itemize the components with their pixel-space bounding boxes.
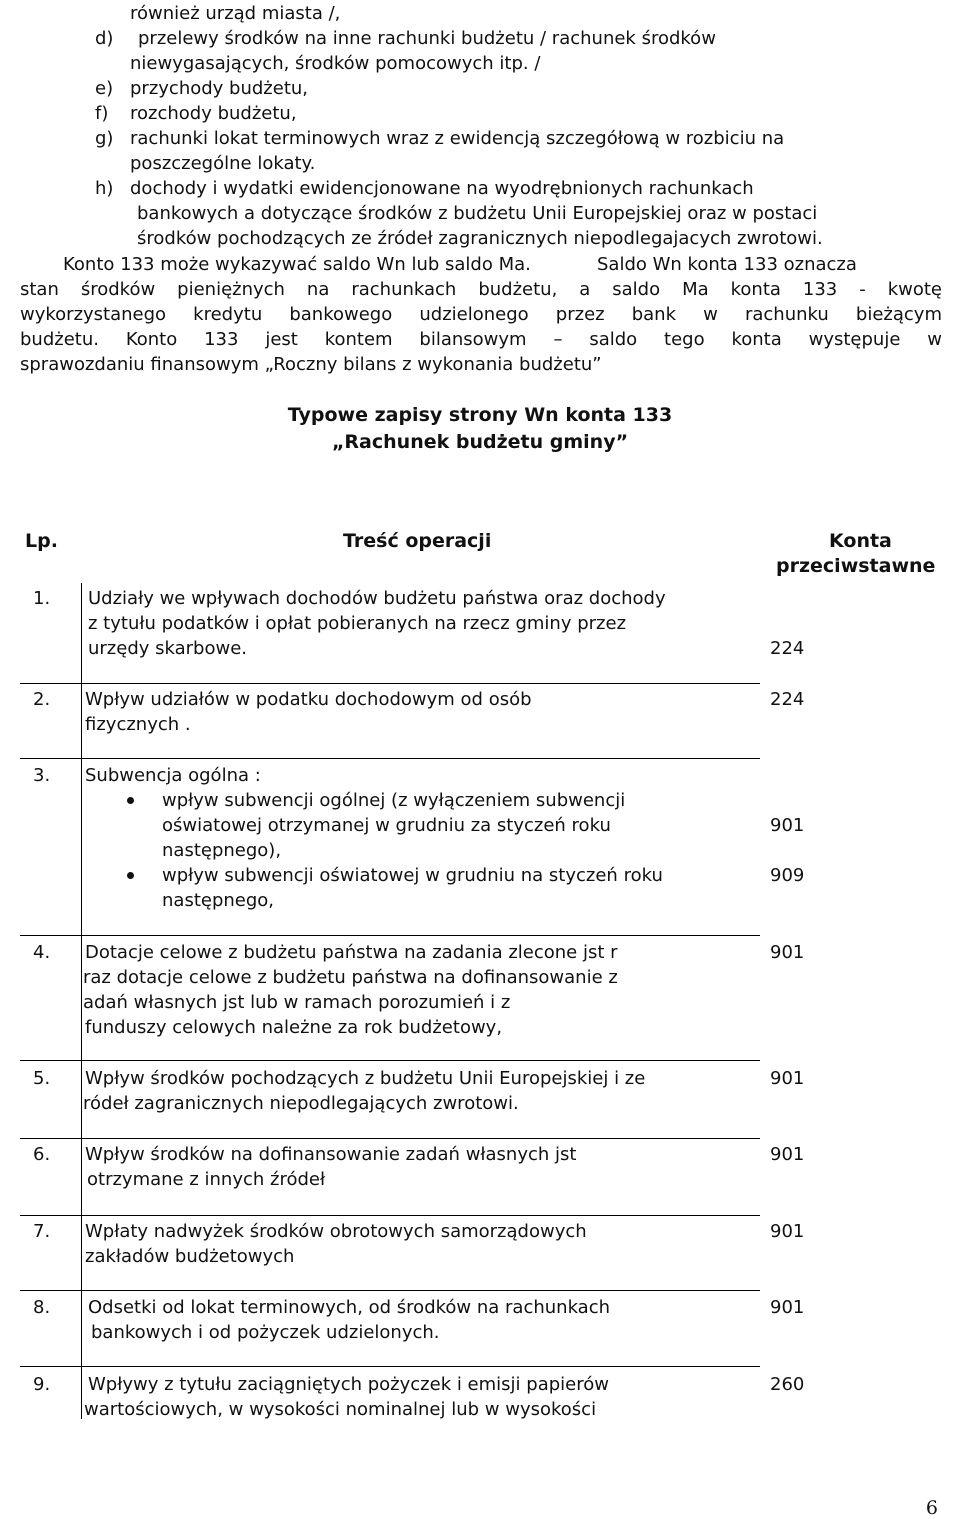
paragraph-line1b: Saldo Wn konta 133 oznacza <box>597 254 857 275</box>
row-8-text: bankowych i od pożyczek udzielonych. <box>91 1322 440 1343</box>
paragraph-line2: stan środków pieniężnych na rachunkach budżetu, a saldo Ma konta 133 - kwotę <box>20 279 942 300</box>
header-przeciwstawne: przeciwstawne <box>776 555 936 577</box>
row-3-lp: 3. <box>33 765 51 786</box>
row-2-konta: 224 <box>770 689 805 710</box>
row-divider <box>20 1060 760 1061</box>
row-3-bullet-2-text: następnego, <box>162 890 275 911</box>
row-4-text: Dotacje celowe z budżetu państwa na zadania zlecone jst r <box>85 942 618 963</box>
row-2-lp: 2. <box>33 689 51 710</box>
row-3-bullet-2-text: wpływ subwencji oświatowej w grudniu na styczeń roku <box>162 865 663 886</box>
row-3-bullet-2-konta: 909 <box>770 865 805 886</box>
row-2-text: Wpływ udziałów w podatku dochodowym od osób <box>85 689 532 710</box>
paragraph-line3: wykorzystanego kredytu bankowego udzielonego przez bank w rachunku bieżącym <box>20 304 942 325</box>
row-7-text: Wpłaty nadwyżek środków obrotowych samorządowych <box>85 1221 587 1242</box>
row-6-text: Wpływ środków na dofinansowanie zadań własnych jst <box>85 1144 577 1165</box>
list-item-h-line1: dochody i wydatki ewidencjonowane na wyodrębnionych rachunkach <box>130 178 754 199</box>
list-label-d: d) <box>95 28 114 49</box>
row-1-konta: 224 <box>770 638 805 659</box>
row-divider <box>20 683 760 684</box>
paragraph-line1: Konto 133 może wykazywać saldo Wn lub saldo Ma. <box>63 254 531 275</box>
list-item-d-line2: niewygasających, środków pomocowych itp. / <box>130 53 541 74</box>
row-divider <box>20 1138 760 1139</box>
row-4-konta: 901 <box>770 942 805 963</box>
row-7-lp: 7. <box>33 1221 51 1242</box>
list-item-f: rozchody budżetu, <box>130 103 297 124</box>
row-divider <box>20 758 760 759</box>
row-9-konta: 260 <box>770 1374 805 1395</box>
row-4-text: adań własnych jst lub w ramach porozumień i z <box>83 992 511 1013</box>
row-1-lp: 1. <box>33 588 51 609</box>
bullet-icon <box>127 797 134 804</box>
row-2-text: fizycznych . <box>85 714 191 735</box>
row-5-konta: 901 <box>770 1068 805 1089</box>
list-continuation: również urząd miasta /, <box>130 3 341 24</box>
row-4-text: raz dotacje celowe z budżetu państwa na dofinansowanie z <box>83 967 618 988</box>
table-column-divider <box>81 583 82 1419</box>
row-4-text: funduszy celowych należne za rok budżetowy, <box>85 1017 503 1038</box>
list-item-g-line2: poszczególne lokaty. <box>130 153 316 174</box>
bullet-icon <box>127 872 134 879</box>
row-3-bullet-1-text: następnego), <box>162 840 282 861</box>
list-item-e: przychody budżetu, <box>130 78 309 99</box>
row-6-lp: 6. <box>33 1144 51 1165</box>
list-label-e: e) <box>95 78 114 99</box>
section-heading-line2: „Rachunek budżetu gminy” <box>331 431 629 453</box>
list-label-f: f) <box>95 103 109 124</box>
row-6-konta: 901 <box>770 1144 805 1165</box>
row-9-text: Wpływy z tytułu zaciągniętych pożyczek i emisji papierów <box>88 1374 609 1395</box>
list-item-g-line1: rachunki lokat terminowych wraz z ewidencją szczegółową w rozbiciu na <box>130 128 785 149</box>
page-number: 6 <box>925 1497 938 1519</box>
row-5-lp: 5. <box>33 1068 51 1089</box>
row-8-text: Odsetki od lokat terminowych, od środków na rachunkach <box>88 1297 611 1318</box>
paragraph-line4: budżetu. Konto 133 jest kontem bilansowym – saldo tego konta występuje w <box>20 329 942 350</box>
row-9-lp: 9. <box>33 1374 51 1395</box>
list-label-h: h) <box>95 178 114 199</box>
section-heading-line1: Typowe zapisy strony Wn konta 133 <box>287 404 673 426</box>
list-label-g: g) <box>95 128 114 149</box>
row-7-text: zakładów budżetowych <box>85 1246 295 1267</box>
row-8-lp: 8. <box>33 1297 51 1318</box>
row-3-bullet-1-text: wpływ subwencji ogólnej (z wyłączeniem subwencji <box>162 790 626 811</box>
row-5-text: Wpływ środków pochodzących z budżetu Unii Europejskiej i ze <box>85 1068 646 1089</box>
list-item-h-line2: bankowych a dotyczące środków z budżetu Unii Europejskiej oraz w postaci <box>137 203 818 224</box>
row-3-bullet-1-text: oświatowej otrzymanej w grudniu za styczeń roku <box>162 815 611 836</box>
row-8-konta: 901 <box>770 1297 805 1318</box>
row-divider <box>20 1290 760 1291</box>
header-konta: Konta <box>829 530 892 552</box>
row-3-text: Subwencja ogólna : <box>85 765 261 786</box>
header-lp: Lp. <box>25 530 58 552</box>
row-3-bullet-1-konta: 901 <box>770 815 805 836</box>
row-7-konta: 901 <box>770 1221 805 1242</box>
row-9-text: wartościowych, w wysokości nominalnej lub w wysokości <box>84 1399 597 1420</box>
row-divider <box>20 1366 760 1367</box>
list-item-h-line3: środków pochodzących ze źródeł zagranicznych niepodlegajacych zwrotowi. <box>137 228 823 249</box>
header-tresc-operacji: Treść operacji <box>343 530 492 552</box>
row-4-lp: 4. <box>33 942 51 963</box>
paragraph-line5: sprawozdaniu finansowym „Roczny bilans z wykonania budżetu” <box>20 354 602 375</box>
row-1-text: urzędy skarbowe. <box>88 638 248 659</box>
row-divider <box>20 935 760 936</box>
list-item-d-line1: przelewy środków na inne rachunki budżetu / rachunek środków <box>138 28 716 49</box>
row-6-text: otrzymane z innych źródeł <box>87 1169 326 1190</box>
row-1-text: z tytułu podatków i opłat pobieranych na rzecz gminy przez <box>88 613 627 634</box>
row-5-text: ródeł zagranicznych niepodlegających zwrotowi. <box>83 1093 519 1114</box>
row-divider <box>20 1215 760 1216</box>
row-1-text: Udziały we wpływach dochodów budżetu państwa oraz dochody <box>88 588 666 609</box>
